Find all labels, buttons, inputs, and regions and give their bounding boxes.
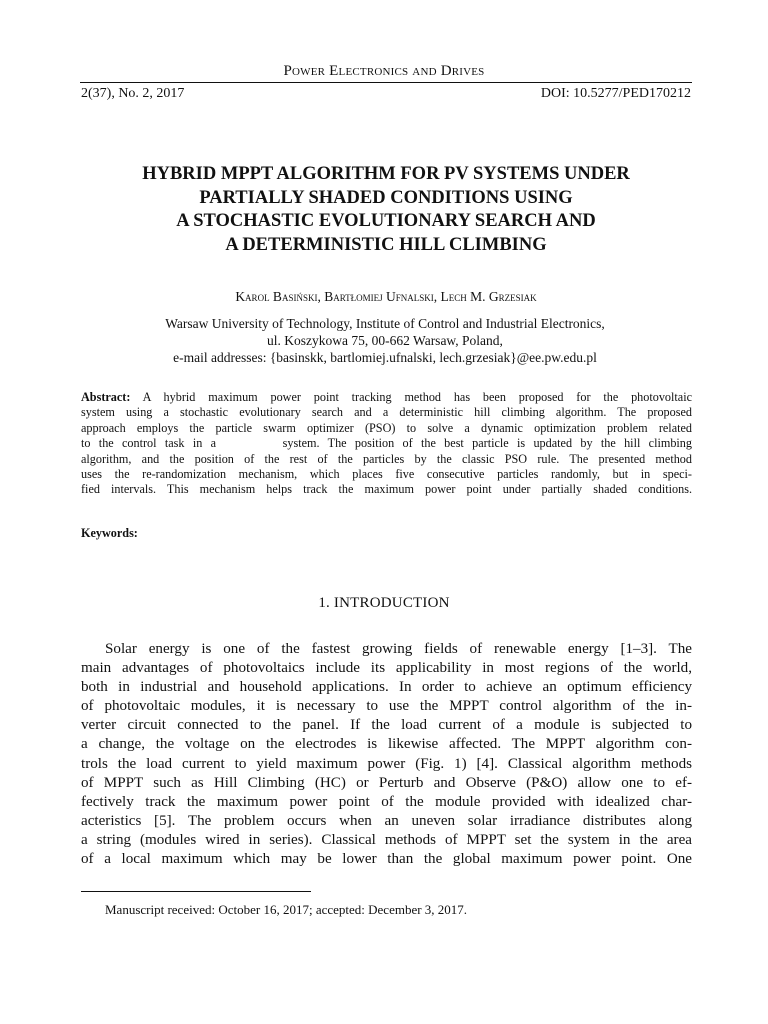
title-line: HYBRID MPPT ALGORITHM FOR PV SYSTEMS UNDER	[142, 164, 630, 184]
email-line: e-mail addresses: {basinskk, bartlomiej.ufnalski, lech.grzesiak}@ee.pw.edu.pl	[173, 350, 597, 365]
body-line: Solar energy is one of the fastest growing fields of renewable energy [1–3]. The	[105, 641, 692, 657]
journal-title: Power Electronics and Drives	[283, 63, 485, 79]
abstract-line: to the control task in a system. The position of the best particle is updated by the hill climbing	[81, 436, 692, 451]
footnote-rule	[81, 891, 311, 892]
body-line: a change, the voltage on the electrodes is likewise affected. The MPPT algorithm con-	[81, 736, 692, 753]
section-heading: 1. INTRODUCTION	[318, 595, 450, 611]
paper-title	[80, 163, 692, 257]
abstract-line	[81, 390, 692, 405]
abstract-line: approach employs the particle swarm optimizer (PSO) to solve a dynamic optimization problem related	[81, 420, 692, 435]
doi: DOI: 10.5277/PED170212	[540, 86, 691, 101]
issue-info: 2(37), No. 2, 2017	[81, 86, 185, 101]
title-line: A DETERMINISTIC HILL CLIMBING	[225, 234, 547, 255]
abstract-line: fied intervals. This mechanism helps track the maximum power point under partially shaded conditions.	[81, 482, 692, 497]
keywords-label: Keywords:	[81, 526, 138, 540]
abstract-text: A hybrid maximum power point tracking method has been proposed for the photovoltaic	[142, 390, 693, 404]
affiliation	[0, 315, 768, 366]
abstract-line: algorithm, and the position of the rest of the particles by the classic PSO rule. The presented method	[81, 451, 692, 466]
body-line: verter circuit connected to the panel. If the load current of a module is subjected to	[81, 717, 692, 734]
body-line: a string (modules wired in series). Classical methods of MPPT set the system in the area	[81, 831, 692, 848]
header-rule	[80, 82, 692, 83]
body-text	[81, 640, 692, 869]
body-line: of photovoltaic modules, it is necessary to use the MPPT control algorithm of the in-	[81, 698, 692, 715]
body-line: fectively track the maximum power point of the module provided with idealized char-	[81, 793, 692, 810]
affiliation-line: Warsaw University of Technology, Institute of Control and Industrial Electronics,	[165, 316, 605, 331]
title-line: PARTIALLY SHADED CONDITIONS USING	[199, 187, 573, 208]
authors: Karol Basiński, Bartłomiej Ufnalski, Lech M. Grzesiak	[235, 289, 537, 304]
body-line: both in industrial and household applications. In order to achieve an optimum efficiency	[81, 679, 692, 696]
body-line: trols the load current to yield maximum power (Fig. 1) [4]. Classical algorithm methods	[81, 755, 692, 772]
abstract	[81, 390, 692, 498]
body-line: of MPPT such as Hill Climbing (HC) or Perturb and Observe (P&O) allow one to ef-	[81, 774, 692, 791]
body-line: acteristics [5]. The problem occurs when an uneven solar irradiance distributes along	[81, 812, 692, 829]
affiliation-line: ul. Koszykowa 75, 00-662 Warsaw, Poland,	[267, 333, 503, 348]
title-line: A STOCHASTIC EVOLUTIONARY SEARCH AND	[176, 211, 596, 231]
abstract-label: Abstract:	[81, 390, 131, 404]
body-line: of a local maximum which may be lower than the global maximum power point. One	[81, 851, 692, 868]
abstract-line: system using a stochastic evolutionary search and a deterministic hill climbing algorithm. The proposed	[81, 405, 692, 420]
abstract-line: uses the re-randomization mechanism, which places five consecutive particles randomly, but in speci-	[81, 467, 692, 482]
body-line: main advantages of photovoltaics include its applicability in most regions of the world,	[81, 660, 692, 677]
footnote: Manuscript received: October 16, 2017; accepted: December 3, 2017.	[105, 902, 468, 917]
